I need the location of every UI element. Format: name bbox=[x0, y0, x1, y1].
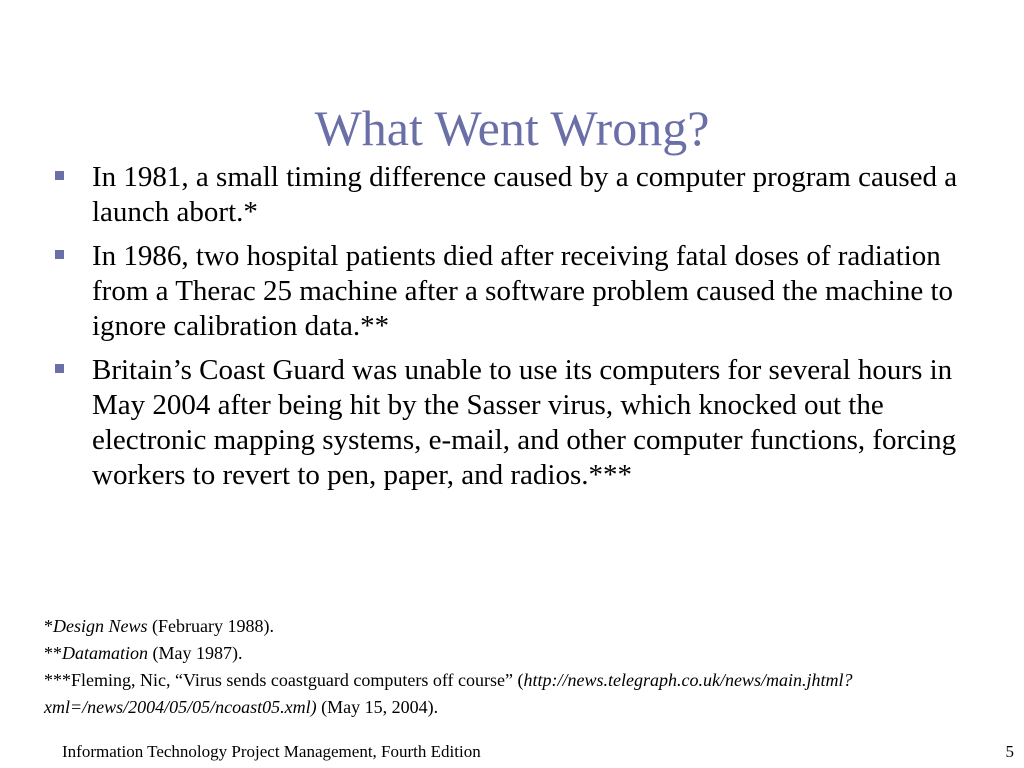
footnote-suffix: (May 15, 2004). bbox=[316, 697, 439, 717]
footnote-detail: (May 1987). bbox=[148, 643, 243, 663]
list-item bbox=[55, 353, 975, 493]
footnote-marker: ** bbox=[44, 643, 62, 663]
footnote-source: Datamation bbox=[62, 643, 149, 663]
bullet-text: In 1986, two hospital patients died after receiving fatal doses of radiation from a Therac 25 machine after a software problem caused the machine to ignore calibration data.** bbox=[92, 240, 954, 342]
footnote-3 bbox=[44, 667, 974, 721]
footer-page-number: 5 bbox=[1005, 742, 1014, 761]
bullet-list bbox=[55, 160, 975, 502]
footnote-source: Design News bbox=[53, 616, 148, 636]
list-item bbox=[55, 160, 975, 230]
slide-title: What Went Wrong? bbox=[314, 99, 710, 156]
footnote-marker: * bbox=[44, 616, 53, 636]
footnote-1 bbox=[44, 613, 974, 640]
footnote-2 bbox=[44, 640, 974, 667]
square-bullet-icon bbox=[55, 364, 64, 373]
footnote-url: http://news.telegraph.co.uk/news/main.jhtml?xml=/news/2004/05/05/ncoast05.xml) bbox=[44, 670, 853, 717]
footnote-prefix: ***Fleming, Nic, “Virus sends coastguard computers off course” ( bbox=[44, 670, 524, 690]
footer-book-title: Information Technology Project Management, Fourth Edition bbox=[62, 742, 481, 761]
footnotes bbox=[44, 613, 974, 721]
bullet-text: Britain’s Coast Guard was unable to use its computers for several hours in May 2004 after being hit by the Sasser virus, which knocked out the electronic mapping systems, e-mail, and other computer functions, forcing workers to revert to pen, paper, and radios.*** bbox=[92, 354, 957, 491]
square-bullet-icon bbox=[55, 171, 64, 180]
footnote-detail: (February 1988). bbox=[147, 616, 274, 636]
square-bullet-icon bbox=[55, 250, 64, 259]
bullet-text: In 1981, a small timing difference caused by a computer program caused a launch abort.* bbox=[92, 161, 958, 228]
list-item bbox=[55, 239, 975, 344]
